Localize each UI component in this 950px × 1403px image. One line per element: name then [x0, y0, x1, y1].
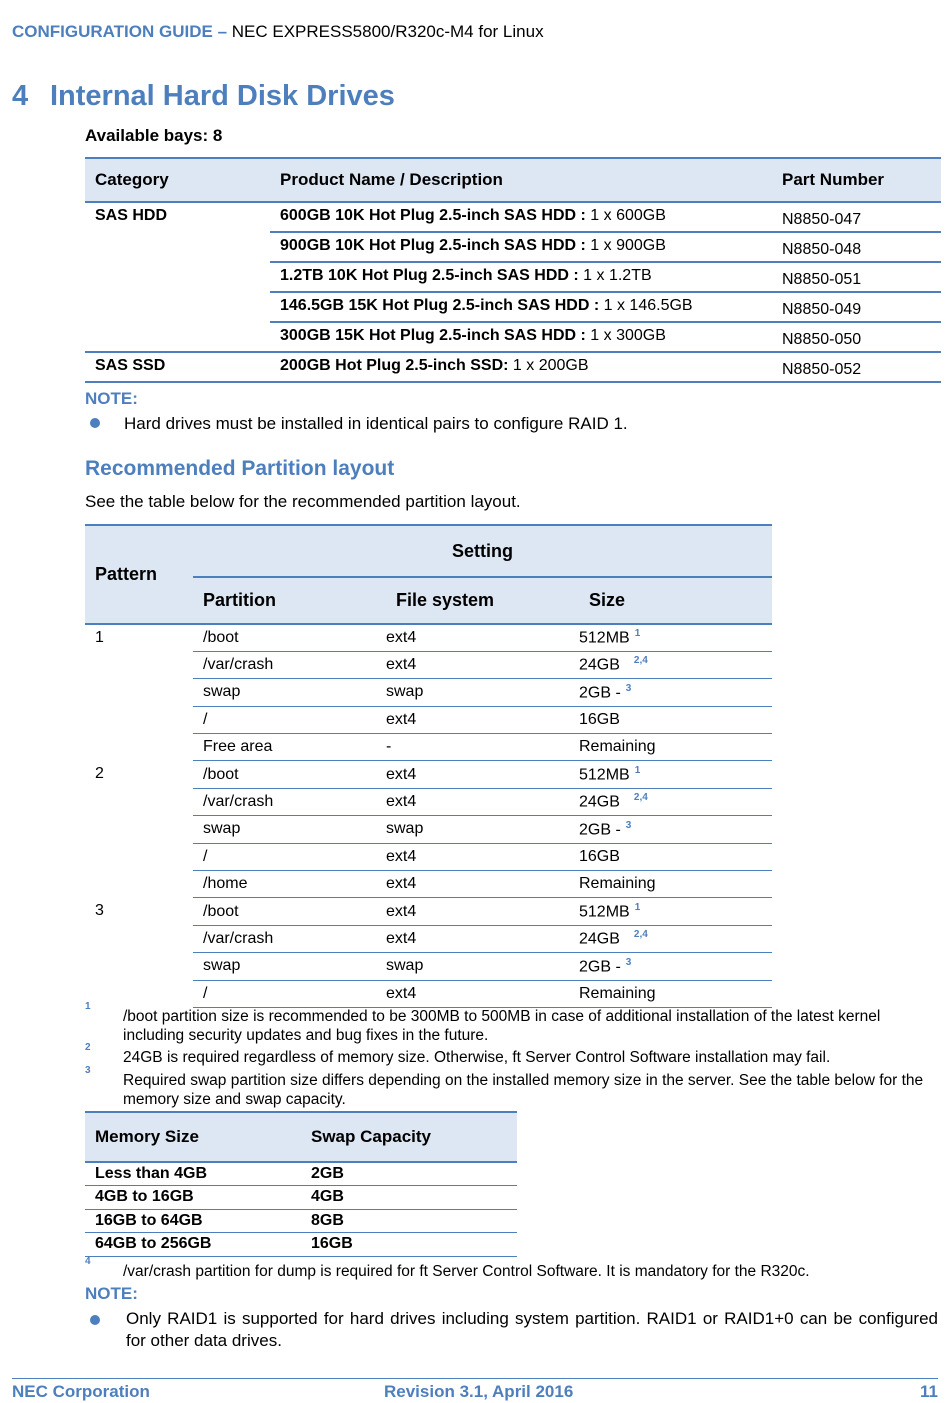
footnote-ref: 1	[634, 764, 641, 776]
size-cell: Remaining	[579, 734, 772, 761]
pattern-cell: 3	[95, 901, 104, 919]
filesystem-cell: ext4	[386, 788, 579, 815]
header-guide-label: CONFIGURATION GUIDE –	[12, 22, 228, 41]
filesystem-cell: swap	[386, 816, 579, 843]
bullet-icon	[90, 1315, 100, 1325]
page-header	[12, 22, 544, 42]
table-row	[85, 202, 941, 232]
col-header-partition: Partition	[193, 577, 386, 624]
header-product: NEC EXPRESS5800/R320c-M4 for Linux	[227, 22, 544, 41]
footnote-1: 1 /boot partition size is recommended to be 300MB to 500MB in case of additional installation of the latest kernel including security updates and bug fixes in the future.	[85, 1001, 881, 1044]
footnote-ref: 2,4	[633, 929, 648, 941]
note-bullet-2	[90, 1308, 938, 1352]
col-header-swap: Swap Capacity	[301, 1112, 517, 1162]
note-text: Hard drives must be installed in identical pairs to configure RAID 1.	[124, 414, 628, 433]
part-cell: N8850-052	[772, 352, 941, 382]
subsection-title: Recommended Partition layout	[85, 457, 395, 480]
pattern-cell: 2	[95, 764, 104, 782]
note-bullet	[90, 414, 628, 434]
filesystem-cell: swap	[386, 953, 579, 980]
table-row: Less than 4GB 2GB	[85, 1162, 517, 1186]
filesystem-cell: ext4	[386, 706, 579, 733]
partition-cell: /boot	[193, 624, 386, 651]
footnote-3: 3 Required swap partition size differs depending on the installed memory size in the server. See the table below for the memory size and swap capacity.	[85, 1065, 924, 1108]
size-cell: 16GB	[579, 843, 772, 870]
size-cell: 24GB $^{2,4}$	[579, 651, 772, 678]
table-row	[85, 761, 772, 788]
size-cell: 2GB - $^3$	[579, 953, 772, 980]
size-cell: 16GB	[579, 706, 772, 733]
size-cell: 512MB $^1$	[579, 761, 772, 788]
partition-cell: /	[193, 843, 386, 870]
footnote-2: 2 24GB is required regardless of memory size. Otherwise, ft Server Control Software installation may fail.	[85, 1042, 831, 1066]
note-label: NOTE:	[85, 389, 138, 408]
table-row: 64GB to 256GB 16GB	[85, 1233, 517, 1257]
footnote-ref: 3	[625, 956, 632, 968]
filesystem-cell: ext4	[386, 624, 579, 651]
size-cell: 2GB - $^3$	[579, 679, 772, 706]
partition-cell: /	[193, 980, 386, 1007]
product-cell: 300GB 15K Hot Plug 2.5-inch SAS HDD : 1 x 300GB	[270, 322, 772, 352]
footer-revision: Revision 3.1, April 2016	[384, 1382, 574, 1401]
col-header-setting: Setting	[193, 525, 772, 577]
pattern-cell: 1	[95, 629, 104, 646]
section-number: 4	[12, 80, 29, 112]
size-cell: 512MB $^1$	[579, 624, 772, 651]
filesystem-cell: ext4	[386, 925, 579, 952]
filesystem-cell: ext4	[386, 980, 579, 1007]
col-header-pattern: Pattern	[85, 525, 193, 624]
product-cell: 600GB 10K Hot Plug 2.5-inch SAS HDD : 1 x 600GB	[270, 202, 772, 232]
partition-cell: swap	[193, 953, 386, 980]
partition-cell: /	[193, 706, 386, 733]
footer-company: NEC Corporation	[12, 1382, 150, 1401]
section-title: Internal Hard Disk Drives	[50, 80, 395, 112]
footnote-ref: 3	[625, 819, 632, 831]
note-label-2: NOTE:	[85, 1284, 138, 1303]
table-row	[85, 624, 772, 651]
table-row: 16GB to 64GB 8GB	[85, 1209, 517, 1233]
partition-cell: /var/crash	[193, 788, 386, 815]
filesystem-cell: ext4	[386, 843, 579, 870]
available-bays: Available bays: 8	[85, 126, 223, 145]
col-header-size: Size	[579, 577, 772, 624]
partition-cell: /var/crash	[193, 925, 386, 952]
drives-table	[85, 157, 941, 383]
part-cell: N8850-047	[772, 202, 941, 232]
product-cell: 200GB Hot Plug 2.5-inch SSD: 1 x 200GB	[270, 352, 772, 382]
partition-cell: swap	[193, 816, 386, 843]
footnote-ref: 2,4	[633, 655, 648, 667]
footnote-ref: 3	[625, 682, 632, 694]
partition-cell: swap	[193, 679, 386, 706]
product-cell: 900GB 10K Hot Plug 2.5-inch SAS HDD : 1 x 900GB	[270, 232, 772, 262]
part-cell: N8850-051	[772, 262, 941, 292]
note-text-2: Only RAID1 is supported for hard drives including system partition. RAID1 or RAID1+0 can be configured for other data drives.	[126, 1309, 938, 1350]
product-cell: 1.2TB 10K Hot Plug 2.5-inch SAS HDD : 1 x 1.2TB	[270, 262, 772, 292]
table-row: 4GB to 16GB 4GB	[85, 1186, 517, 1210]
col-header-filesystem: File system	[386, 577, 579, 624]
partition-cell: Free area	[193, 734, 386, 761]
category-cell: SAS SSD	[85, 352, 270, 382]
part-cell: N8850-050	[772, 322, 941, 352]
size-cell: 2GB - $^3$	[579, 816, 772, 843]
filesystem-cell: -	[386, 734, 579, 761]
partition-table	[85, 524, 772, 1008]
partition-cell: /boot	[193, 898, 386, 925]
footnote-ref: 1	[634, 628, 641, 640]
partition-cell: /boot	[193, 761, 386, 788]
size-cell: 512MB $^1$	[579, 898, 772, 925]
part-cell: N8850-048	[772, 232, 941, 262]
filesystem-cell: ext4	[386, 898, 579, 925]
size-cell: 24GB $^{2,4}$	[579, 788, 772, 815]
part-cell: N8850-049	[772, 292, 941, 322]
footnote-ref: 2,4	[633, 792, 648, 804]
filesystem-cell: ext4	[386, 651, 579, 678]
bullet-icon	[90, 418, 100, 428]
table-row	[85, 898, 772, 925]
filesystem-cell: ext4	[386, 761, 579, 788]
size-cell: Remaining	[579, 871, 772, 898]
subsection-intro: See the table below for the recommended partition layout.	[85, 492, 521, 511]
footnote-ref: 1	[634, 901, 641, 913]
col-header-product: Product Name / Description	[270, 158, 772, 202]
col-header-memory: Memory Size	[85, 1112, 301, 1162]
footer-divider	[12, 1378, 938, 1379]
page-number: 11	[920, 1382, 938, 1401]
footnote-4: 4 /var/crash partition for dump is required for ft Server Control Software. It is mandatory for the R320c.	[85, 1256, 810, 1280]
size-cell: 24GB $^{2,4}$	[579, 925, 772, 952]
filesystem-cell: ext4	[386, 871, 579, 898]
partition-cell: /home	[193, 871, 386, 898]
section-heading	[12, 80, 395, 113]
category-cell: SAS HDD	[85, 202, 270, 352]
table-row	[85, 352, 941, 382]
filesystem-cell: swap	[386, 679, 579, 706]
size-cell: Remaining	[579, 980, 772, 1007]
partition-cell: /var/crash	[193, 651, 386, 678]
col-header-part: Part Number	[772, 158, 941, 202]
swap-table	[85, 1111, 517, 1257]
product-cell: 146.5GB 15K Hot Plug 2.5-inch SAS HDD : 1 x 146.5GB	[270, 292, 772, 322]
col-header-category: Category	[85, 158, 270, 202]
